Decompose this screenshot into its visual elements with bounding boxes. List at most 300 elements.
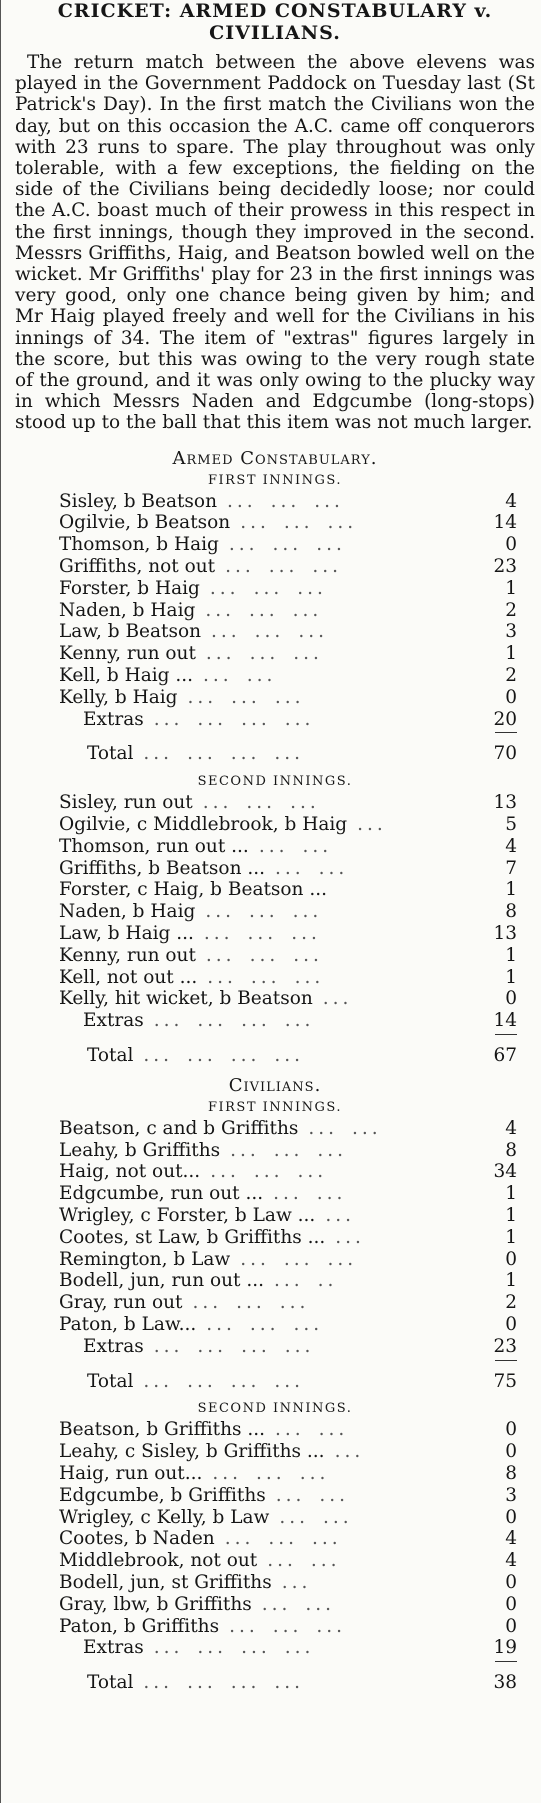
batsman-row (59, 1118, 535, 1140)
leader-dot-group: ... (273, 1139, 304, 1161)
batsman-runs: 0 (505, 686, 517, 708)
leader-dots (215, 556, 485, 578)
batsman-row (59, 858, 535, 880)
leader-dot-group: ... (231, 686, 261, 708)
leader-dot-group: ... (302, 835, 333, 857)
scorecard (15, 448, 535, 1694)
leader-dot-group: ... (197, 1335, 228, 1357)
leader-dot-group: ... (229, 1615, 259, 1637)
total-row (59, 743, 535, 765)
leader-dot-group: ... (143, 1044, 174, 1066)
batsman-dismissal: Edgcumbe, run out ... (59, 1183, 264, 1205)
batsman-row (59, 1270, 535, 1292)
batting-list (15, 1419, 535, 1694)
leader-dot-group: ... (187, 1044, 217, 1066)
leader-dot-group: ... (325, 1204, 355, 1226)
leader-dot-group: ... (249, 1313, 280, 1335)
leader-dots (220, 1140, 485, 1162)
total-runs: 70 (493, 743, 517, 765)
leader-dots (249, 836, 485, 858)
batsman-dismissal: Law, b Haig ... (59, 923, 194, 944)
leader-dot-group: ... (322, 988, 353, 1010)
batsman-row (59, 665, 535, 687)
leader-dot-group: ... (261, 1593, 292, 1615)
leader-dots (230, 1249, 485, 1271)
batsman-dismissal: Gray, lbw, b Griffiths (59, 1593, 252, 1615)
leader-dot-group: ... (236, 1292, 266, 1314)
batsman-runs: 4 (505, 1528, 517, 1550)
batsman-dismissal: Sisley, run out (59, 792, 193, 814)
batsman-runs: 0 (505, 1441, 517, 1463)
leader-dot-group: ... (153, 708, 184, 730)
batsman-row (59, 1550, 535, 1572)
leader-dots (144, 1336, 485, 1358)
batsman-dismissal: Beatson, c and b Griffiths (59, 1117, 299, 1139)
batsman-dismissal: Wrigley, c Kelly, b Law (59, 1506, 270, 1528)
batsman-runs: 0 (505, 1615, 517, 1637)
leader-dots (217, 491, 485, 513)
leader-dot-group: ... (241, 708, 271, 730)
leader-dots (144, 709, 485, 731)
leader-dot-group: ... (253, 1161, 284, 1183)
extras-label: Extras (83, 708, 144, 730)
batsman-dismissal: Remington, b Law (59, 1248, 231, 1270)
leader-dot-group: ... (249, 599, 279, 621)
leader-dot-group: ... (253, 577, 284, 599)
batsman-row (59, 945, 535, 967)
leader-dot-group: ... (284, 1335, 315, 1357)
batsman-runs: 0 (505, 1593, 517, 1615)
leader-dot-group: ... (205, 643, 236, 665)
batsman-dismissal: Middlebrook, not out (59, 1550, 258, 1572)
leader-dot-group: ... (290, 792, 320, 814)
leader-dot-group: ... (327, 512, 358, 534)
leader-dots (144, 1010, 485, 1032)
batsman-dismissal: Bodell, jun, run out ... (59, 1270, 265, 1292)
batsman-row (59, 923, 535, 945)
leader-dots (272, 1572, 485, 1594)
total-rule (495, 1034, 517, 1035)
leader-dots (252, 1594, 485, 1616)
leader-dot-group: ... (305, 1593, 336, 1615)
leader-dot-group: ... (327, 1248, 358, 1270)
leader-dot-group: ... (297, 577, 327, 599)
leader-dot-group: ... (197, 1637, 228, 1659)
leader-dot-group: ... (310, 1550, 341, 1572)
leader-dot-group: ... (270, 490, 301, 512)
leader-dot-group: ... (272, 534, 303, 556)
total-rule (495, 1661, 517, 1662)
batsman-row (59, 600, 535, 622)
leader-dot-group: ... (187, 1672, 217, 1694)
leader-dot-group: ... (205, 599, 235, 621)
leader-dot-group: ... (205, 901, 235, 923)
leader-dot-group: ... (335, 1226, 365, 1248)
total-label: Total (87, 1370, 134, 1392)
batsman-dismissal: Haig, run out... (59, 1462, 203, 1484)
batsman-row (59, 1140, 535, 1162)
batsman-runs: 8 (505, 1139, 517, 1161)
leader-dot-group: .. (317, 1270, 338, 1292)
batsman-row (59, 1227, 535, 1249)
leader-dot-group: ... (292, 901, 323, 923)
leader-dot-group: ... (292, 599, 323, 621)
batsman-runs: 0 (505, 1506, 517, 1528)
batsman-dismissal: Haig, not out... (59, 1161, 201, 1183)
leader-dot-group: ... (299, 1462, 330, 1484)
leader-dot-group: ... (317, 1139, 348, 1161)
batsman-runs: 1 (505, 944, 517, 966)
batsman-dismissal: Beatson, b Griffiths ... (59, 1419, 266, 1441)
batsman-runs: 4 (505, 1117, 517, 1139)
leader-dot-group: ... (202, 792, 233, 814)
leader-dot-group: ... (247, 923, 278, 944)
batting-list (15, 792, 535, 1067)
leader-dot-group: ... (297, 1161, 328, 1183)
leader-dot-group: ... (319, 1484, 350, 1506)
leader-dot-group: ... (224, 1528, 255, 1550)
leader-dot-group: ... (268, 556, 299, 578)
batsman-dismissal: Thomson, b Haig (59, 534, 219, 556)
leader-dot-group: ... (153, 1637, 184, 1659)
leader-dots (219, 534, 485, 556)
leader-dots (197, 967, 485, 989)
leader-dot-group: ... (312, 556, 343, 578)
leader-dot-group: ... (211, 621, 241, 643)
batsman-runs: 1 (505, 1183, 517, 1205)
leader-dot-group: ... (225, 556, 255, 578)
total-row (59, 1672, 535, 1694)
total-row (59, 1045, 535, 1067)
leader-dot-group: ... (294, 966, 325, 988)
batsman-runs: 1 (505, 879, 517, 901)
batting-list (15, 491, 535, 766)
total-rule (495, 1360, 517, 1361)
batsman-runs: 1 (505, 577, 517, 599)
batsman-dismissal: Law, b Beatson (59, 621, 201, 643)
leader-dot-group: ... (209, 577, 240, 599)
batsman-dismissal: Thomson, run out ... (59, 835, 249, 857)
leader-dot-group: ... (192, 1292, 223, 1314)
leader-dot-group: ... (312, 1528, 342, 1550)
team-heading: Armed Constabulary. (172, 447, 378, 469)
extras-runs: 23 (493, 1335, 517, 1357)
leader-dots (215, 1528, 485, 1550)
leader-dot-group: ... (212, 1462, 243, 1484)
batsman-row (59, 1161, 535, 1183)
leader-dots (200, 1161, 485, 1183)
batsman-runs: 0 (505, 1313, 517, 1335)
leader-dot-group: ... (249, 643, 280, 665)
leader-dot-group: ... (298, 621, 328, 643)
leader-dot-group: ... (275, 1484, 306, 1506)
leader-dot-group: ... (316, 534, 346, 556)
total-runs: 75 (493, 1370, 517, 1392)
leader-dot-group: ... (230, 1370, 261, 1392)
batsman-runs: 2 (505, 599, 517, 621)
leader-dots (178, 687, 485, 709)
batsman-dismissal: Forster, b Haig (59, 577, 200, 599)
leader-dots (315, 1205, 485, 1227)
leader-dots (196, 945, 485, 967)
leader-dot-group: ... (203, 923, 234, 944)
batsman-runs: 13 (493, 792, 517, 814)
batsman-row (59, 901, 535, 923)
batsman-row (59, 1205, 535, 1227)
leader-dots (266, 1485, 485, 1507)
batsman-runs: 8 (505, 1462, 517, 1484)
leader-dot-group: ... (228, 534, 259, 556)
leader-dot-group: ... (205, 944, 236, 966)
leader-dot-group: ... (258, 835, 289, 857)
leader-dots (182, 1292, 485, 1314)
batsman-runs: 3 (505, 1484, 517, 1506)
extras-row (59, 1336, 535, 1358)
total-label: Total (87, 1672, 134, 1694)
batsman-dismissal: Forster, c Haig, b Beatson ... (59, 879, 327, 901)
leader-dot-group: ... (230, 743, 261, 765)
total-label: Total (87, 743, 134, 765)
leader-dot-group: ... (272, 1615, 303, 1637)
total-rule (495, 732, 517, 733)
leader-dot-group: ... (284, 1637, 315, 1659)
leader-dots (265, 1419, 485, 1441)
leader-dot-group: ... (284, 708, 315, 730)
leader-dot-group: ... (206, 1313, 236, 1335)
batsman-runs: 5 (505, 814, 517, 836)
batsman-dismissal: Ogilvie, b Beatson (59, 512, 231, 534)
batsman-runs: 4 (505, 490, 517, 512)
leader-dots (200, 578, 485, 600)
batsman-dismissal: Paton, b Griffiths (59, 1615, 220, 1637)
leader-dot-group: ... (323, 1506, 353, 1528)
batting-list (15, 1118, 535, 1393)
leader-dot-group: ... (226, 490, 257, 512)
leader-dot-group: ... (273, 1183, 303, 1205)
leader-dots (264, 1270, 485, 1292)
leader-dot-group: ... (274, 743, 305, 765)
leader-dot-group: ... (318, 857, 349, 879)
batsman-row (59, 643, 535, 665)
batsman-dismissal: Paton, b Law... (59, 1313, 197, 1335)
leader-dot-group: ... (230, 1672, 261, 1694)
extras-row (59, 709, 535, 731)
batsman-row (59, 836, 535, 858)
leader-dots (196, 1314, 485, 1336)
leader-dot-group: ... (274, 1672, 305, 1694)
batsman-runs: 0 (505, 1248, 517, 1270)
batsman-runs: 0 (505, 534, 517, 556)
batsman-runs: 8 (505, 901, 517, 923)
batsman-runs: 0 (505, 988, 517, 1010)
batsman-dismissal: Griffiths, b Beatson ... (59, 857, 266, 879)
batsman-dismissal: Leahy, c Sisley, b Griffiths ... (59, 1441, 325, 1463)
leader-dots (325, 1441, 485, 1463)
extras-label: Extras (83, 1637, 144, 1659)
batsman-dismissal: Griffiths, not out (59, 556, 216, 578)
batsman-row (59, 1292, 535, 1314)
leader-dot-group: ... (250, 966, 281, 988)
total-row (59, 1371, 535, 1393)
leader-dot-group: ... (210, 1161, 240, 1183)
innings-heading: FIRST INNINGS. (207, 472, 342, 488)
batsman-row (59, 556, 535, 578)
batsman-runs: 1 (505, 966, 517, 988)
leader-dot-group: ... (274, 686, 305, 708)
leader-dot-group: ... (316, 1183, 347, 1205)
leader-dots (195, 901, 485, 923)
extras-row (59, 1010, 535, 1032)
batsman-runs: 34 (493, 1161, 517, 1183)
batsman-row (59, 1249, 535, 1271)
batsman-row (59, 1183, 535, 1205)
leader-dot-group: ... (316, 1615, 347, 1637)
leader-dots (133, 1672, 485, 1694)
batsman-row (59, 814, 535, 836)
batsman-row (59, 792, 535, 814)
leader-dot-group: ... (246, 665, 277, 687)
leader-dot-group: ... (254, 621, 285, 643)
batsman-row (59, 512, 535, 534)
leader-dots (133, 1045, 485, 1067)
leader-dot-group: ... (318, 1419, 349, 1441)
leader-dot-group: ... (293, 643, 323, 665)
batsman-dismissal: Gray, run out (59, 1292, 183, 1314)
batsman-dismissal: Kelly, hit wicket, b Beatson (59, 988, 313, 1010)
batsman-row (59, 1528, 535, 1550)
batsman-dismissal: Kell, not out ... (59, 966, 198, 988)
leader-dot-group: ... (203, 665, 233, 687)
innings-heading: SECOND INNINGS. (197, 1401, 353, 1417)
batsman-row (59, 578, 535, 600)
batsman-runs: 2 (505, 665, 517, 687)
leader-dot-group: ... (267, 1550, 297, 1572)
leader-dot-group: ... (241, 1010, 271, 1032)
batsman-row (59, 621, 535, 643)
leader-dots (263, 1183, 485, 1205)
batsman-row (59, 1314, 535, 1336)
leader-dot-group: ... (279, 1292, 310, 1314)
leader-dot-group: ... (249, 944, 280, 966)
leader-dot-group: ... (230, 1044, 261, 1066)
team-heading: Civilians. (228, 1074, 322, 1096)
batsman-row (59, 1572, 535, 1594)
batsman-dismissal: Cootes, st Law, b Griffiths ... (59, 1226, 326, 1248)
leader-dot-group: ... (275, 857, 305, 879)
leader-dots (144, 1637, 485, 1659)
leader-dot-group: ... (274, 1044, 305, 1066)
leader-dot-group: ... (352, 1117, 382, 1139)
leader-dot-group: ... (283, 1248, 314, 1270)
batsman-dismissal: Cootes, b Naden (59, 1528, 215, 1550)
batsman-row (59, 1507, 535, 1529)
batsman-dismissal: Ogilvie, c Middlebrook, b Haig (59, 814, 348, 836)
extras-row (59, 1637, 535, 1659)
innings-heading: FIRST INNINGS. (207, 1099, 342, 1115)
leader-dots (219, 1616, 485, 1638)
batsman-row (59, 1441, 535, 1463)
leader-dots (347, 814, 485, 836)
batsman-row (59, 1594, 535, 1616)
extras-label: Extras (83, 1335, 144, 1357)
leader-dot-group: ... (143, 1370, 174, 1392)
batsman-row (59, 967, 535, 989)
leader-dot-group: ... (187, 743, 217, 765)
leader-dot-group: ... (143, 743, 174, 765)
batsman-runs: 4 (505, 1550, 517, 1572)
leader-dots (257, 1550, 485, 1572)
leader-dot-group: ... (268, 1528, 299, 1550)
extras-runs: 19 (493, 1637, 517, 1659)
batsman-runs: 1 (505, 643, 517, 665)
leader-dots (202, 1463, 485, 1485)
batsman-dismissal: Naden, b Haig (59, 599, 196, 621)
leader-dot-group: ... (256, 1462, 286, 1484)
leader-dot-group: ... (283, 512, 314, 534)
batsman-row (59, 988, 535, 1010)
leader-dot-group: ... (197, 1010, 228, 1032)
leader-dot-group: ... (153, 1335, 184, 1357)
innings-heading: SECOND INNINGS. (197, 774, 353, 790)
batsman-row (59, 1616, 535, 1638)
leader-dot-group: ... (241, 1637, 271, 1659)
leader-dot-group: ... (240, 1248, 270, 1270)
batsman-dismissal: Kelly, b Haig (59, 686, 178, 708)
leader-dots (193, 665, 485, 687)
batsman-runs: 14 (493, 512, 517, 534)
batsman-row (59, 1463, 535, 1485)
leader-dot-group: ... (293, 1313, 324, 1335)
batsman-row (59, 879, 535, 901)
leader-dot-group: ... (153, 1010, 184, 1032)
batsman-runs: 23 (493, 556, 517, 578)
batsman-row (59, 534, 535, 556)
batsman-dismissal: Edgcumbe, b Griffiths (59, 1484, 266, 1506)
leader-dot-group: ... (357, 814, 387, 836)
leader-dots (265, 858, 485, 880)
batsman-runs: 1 (505, 1204, 517, 1226)
leader-dot-group: ... (291, 923, 321, 944)
batsman-dismissal: Kell, b Haig ... (59, 665, 194, 687)
leader-dot-group: ... (240, 512, 270, 534)
batsman-runs: 0 (505, 1571, 517, 1593)
leader-dot-group: ... (249, 901, 279, 923)
leader-dot-group: ... (284, 1010, 315, 1032)
batsman-runs: 0 (505, 1419, 517, 1441)
batsman-dismissal: Bodell, jun, st Griffiths (59, 1571, 272, 1593)
leader-dots (133, 743, 485, 765)
batsman-dismissal: Kenny, run out (59, 643, 196, 665)
leader-dots (195, 600, 485, 622)
leader-dot-group: ... (246, 792, 277, 814)
leader-dots (313, 988, 485, 1010)
batsman-row (59, 687, 535, 709)
leader-dot-group: ... (274, 1370, 305, 1392)
leader-dot-group: ... (187, 1370, 217, 1392)
leader-dots (193, 792, 485, 814)
leader-dots (298, 1118, 485, 1140)
batsman-row (59, 1485, 535, 1507)
leader-dot-group: ... (275, 1419, 305, 1441)
leader-dot-group: ... (293, 944, 323, 966)
batsman-row (59, 491, 535, 513)
batsman-runs: 2 (505, 1292, 517, 1314)
article-headline: CRICKET: ARMED CONSTABULARY v. CIVILIANS. (57, 0, 493, 44)
batsman-dismissal: Naden, b Haig (59, 901, 196, 923)
leader-dot-group: ... (308, 1117, 339, 1139)
leader-dot-group: ... (241, 1335, 271, 1357)
leader-dot-group: ... (314, 490, 344, 512)
